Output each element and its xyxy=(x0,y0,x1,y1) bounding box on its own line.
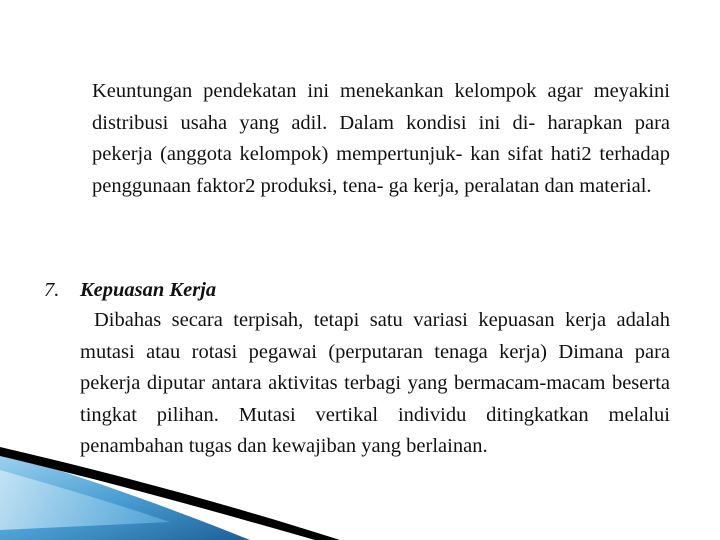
paragraph-line: harapkan para pekerja (anggota kelompok) mempertunjuk- xyxy=(92,111,670,165)
section-paragraph xyxy=(80,305,670,463)
intro-paragraph xyxy=(92,76,670,202)
paragraph-line: adalah mutasi atau rotasi pegawai (perputaran tenaga kerja) xyxy=(80,309,671,363)
paragraph-line: bermacam-macam beserta tingkat pilihan. Mutasi vertikal xyxy=(80,372,670,426)
paragraph-line: meyakini distribusi usaha yang adil. Dalam kondisi ini di- xyxy=(92,80,670,134)
paragraph-line: individu ditingkatkan melalui penambahan tugas dan xyxy=(80,403,670,457)
paragraph-line: kan sifat hati2 terhadap penggunaan faktor2 produksi, tena- xyxy=(92,143,671,197)
paragraph-line: kewajiban yang berlainan. xyxy=(271,435,488,457)
paragraph-line: Dibahas secara terpisah, tetapi satu variasi kepuasan kerja xyxy=(94,309,607,331)
section-title: Kepuasan Kerja xyxy=(80,279,217,301)
paragraph-line: ga kerja, peralatan dan material. xyxy=(388,174,652,197)
section-kepuasan-kerja xyxy=(44,275,670,463)
paragraph-line: Dimana para pekerja diputar antara aktivitas terbagi yang xyxy=(80,340,670,394)
section-number: 7. xyxy=(44,279,60,301)
paragraph-line: Keuntungan pendekatan ini menekankan kelompok agar xyxy=(92,80,583,102)
section-heading xyxy=(44,275,670,305)
